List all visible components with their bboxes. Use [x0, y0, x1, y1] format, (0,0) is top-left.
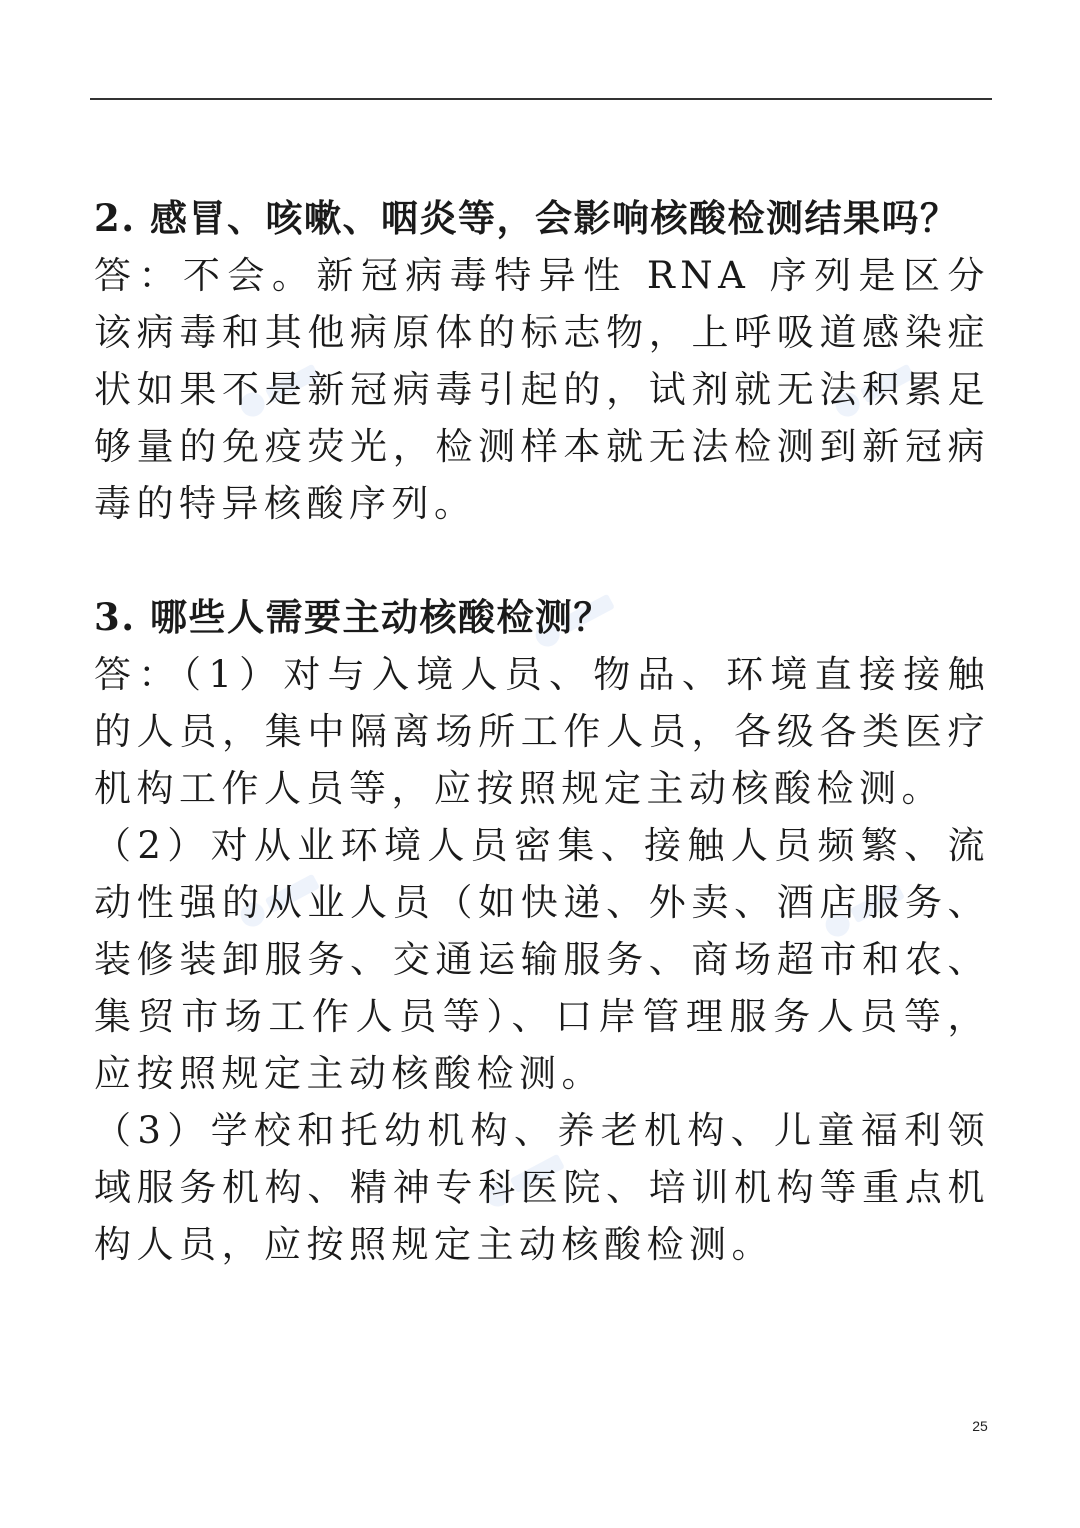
answer-paragraph: （3）学校和托幼机构、养老机构、儿童福利领域服务机构、精神专科医院、培训机构等重点机构人员，应按照规定主动核酸检测。 — [94, 1109, 990, 1266]
qa-section — [94, 589, 990, 1273]
header-rule — [90, 98, 992, 100]
question-heading: 2. 感冒、咳嗽、咽炎等，会影响核酸检测结果吗？ — [94, 196, 959, 240]
answer-paragraph: 答：不会。新冠病毒特异性 RNA 序列是区分该病毒和其他病原体的标志物，上呼吸道感染症状如果不是新冠病毒引起的，试剂就无法积累足够量的免疫荧光，检测样本就无法检测到新冠病毒的特异核酸序列。 — [94, 254, 990, 525]
page-number: 25 — [972, 1418, 988, 1434]
answer-paragraph: （2）对从业环境人员密集、接触人员频繁、流动性强的从业人员（如快递、外卖、酒店服务、装修装卸服务、交通运输服务、商场超市和农、集贸市场工作人员等）、口岸管理服务人员等，应按照规定主动核酸检测。 — [94, 824, 990, 1095]
qa-section — [94, 190, 990, 532]
document-body — [94, 190, 990, 1273]
answer-paragraph: 答：（1）对与入境人员、物品、环境直接接触的人员，集中隔离场所工作人员，各级各类医疗机构工作人员等，应按照规定主动核酸检测。 — [94, 653, 990, 810]
question-heading: 3. 哪些人需要主动核酸检测？ — [94, 595, 613, 639]
